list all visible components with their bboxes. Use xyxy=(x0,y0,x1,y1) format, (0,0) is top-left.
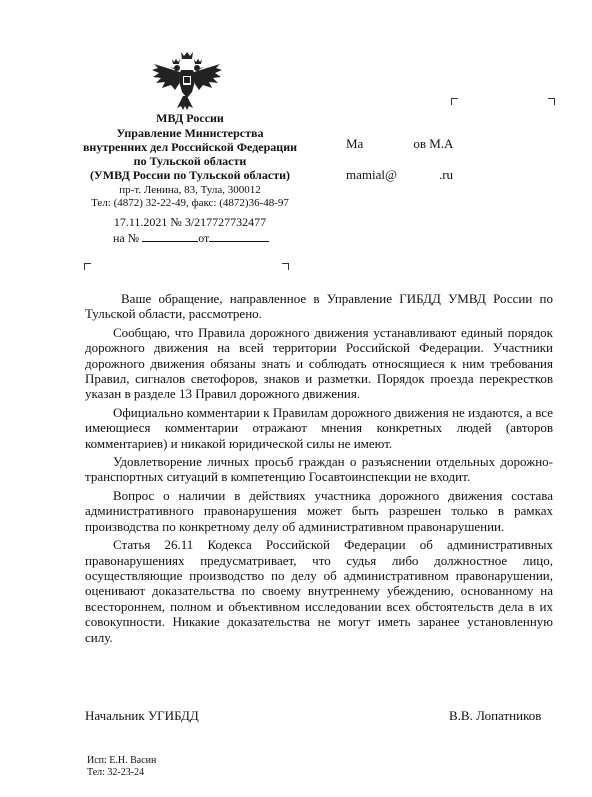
letter-date-number: 17.11.2021 № 3/217727732477 xyxy=(113,215,267,229)
signatory-position: Начальник УГИБДД xyxy=(85,708,199,723)
corner-mark-top-left xyxy=(84,263,91,270)
body-paragraph-6: Статья 26.11 Кодекса Российской Федерации об административных правонарушениях предусматривает, что судья либо должностное лицо, осуществляющие производство по делу об административном правонарушении, оценивают доказательства по своему внутреннему убеждению, основанному на всестороннем, полном и объективном исследовании всех обстоятельств дела в их совокупности. Никакие доказательства не могут иметь заранее установленную силу. xyxy=(85,537,553,645)
recipient-email xyxy=(346,167,453,183)
body-paragraph-5: Вопрос о наличии в действиях участника дорожного движения состава административного правонарушения может быть разрешен только в рамках производства по конкретному делу об административном правонарушении. xyxy=(85,487,553,534)
org-name-line-2: Управление Министерства xyxy=(116,126,264,140)
body-paragraph-2: Сообщаю, что Правила дорожного движения устанавливают единый порядок дорожного движения на всей территории Российской Федерации. Участники дорожного движения обязаны знать и соблюдать относящиеся к ним требования Правил, сигналов светофоров, знаков и разметки. Порядок проезда перекрестков указан в разделе 13 Правил дорожного движения. xyxy=(85,324,553,402)
recipient-email-start: mamial@ xyxy=(346,167,397,182)
executor-phone: Тел: 32-23-24 xyxy=(87,767,145,778)
reference-middle: от xyxy=(198,231,210,245)
recipient-name-end: ов М.А xyxy=(413,136,454,151)
body-paragraph-1: Ваше обращение, направленное в Управление ГИБДД УМВД России по Тульской области, рассмотрено. xyxy=(85,291,553,322)
reference-line xyxy=(113,230,269,245)
letter-body xyxy=(85,291,553,648)
corner-mark-top-right xyxy=(282,263,289,270)
reference-date-blank xyxy=(209,230,269,242)
recipient-name-start: Ма xyxy=(346,136,364,151)
org-phone-fax: Тел: (4872) 32-22-49, факс: (4872)36-48-97 xyxy=(91,197,289,209)
signatory-name: В.В. Лопатников xyxy=(449,708,542,723)
recipient-name xyxy=(346,136,453,152)
executor-name: Исп: Е.Н. Васин xyxy=(87,755,157,766)
recipient-email-end: .ru xyxy=(438,167,454,182)
org-name-line-3: внутренних дел Российской Федерации xyxy=(82,140,298,154)
body-paragraph-3: Официально комментарии к Правилам дорожного движения не издаются, а все имеющиеся комментарии отражают мнения конкретных людей (авторов комментариев) и никакой юридической силы не имеют. xyxy=(85,404,553,451)
reference-prefix: на № xyxy=(113,231,140,245)
eagle-emblem-icon xyxy=(150,50,224,112)
reference-number-blank xyxy=(142,230,198,242)
org-address: пр-т. Ленина, 83, Тула, 300012 xyxy=(119,184,261,196)
org-name-line-5: (УМВД России по Тульской области) xyxy=(89,168,291,182)
org-name-line-1: МВД России xyxy=(156,111,224,125)
body-paragraph-4: Удовлетворение личных просьб граждан о разъяснении отдельных дорожно-транспортных ситуаций в компетенцию Госавтоинспекции не входит. xyxy=(85,454,553,485)
org-name-line-4: по Тульской области xyxy=(133,154,247,168)
corner-mark-recipient-right xyxy=(548,98,555,105)
corner-mark-recipient-left xyxy=(451,98,458,105)
